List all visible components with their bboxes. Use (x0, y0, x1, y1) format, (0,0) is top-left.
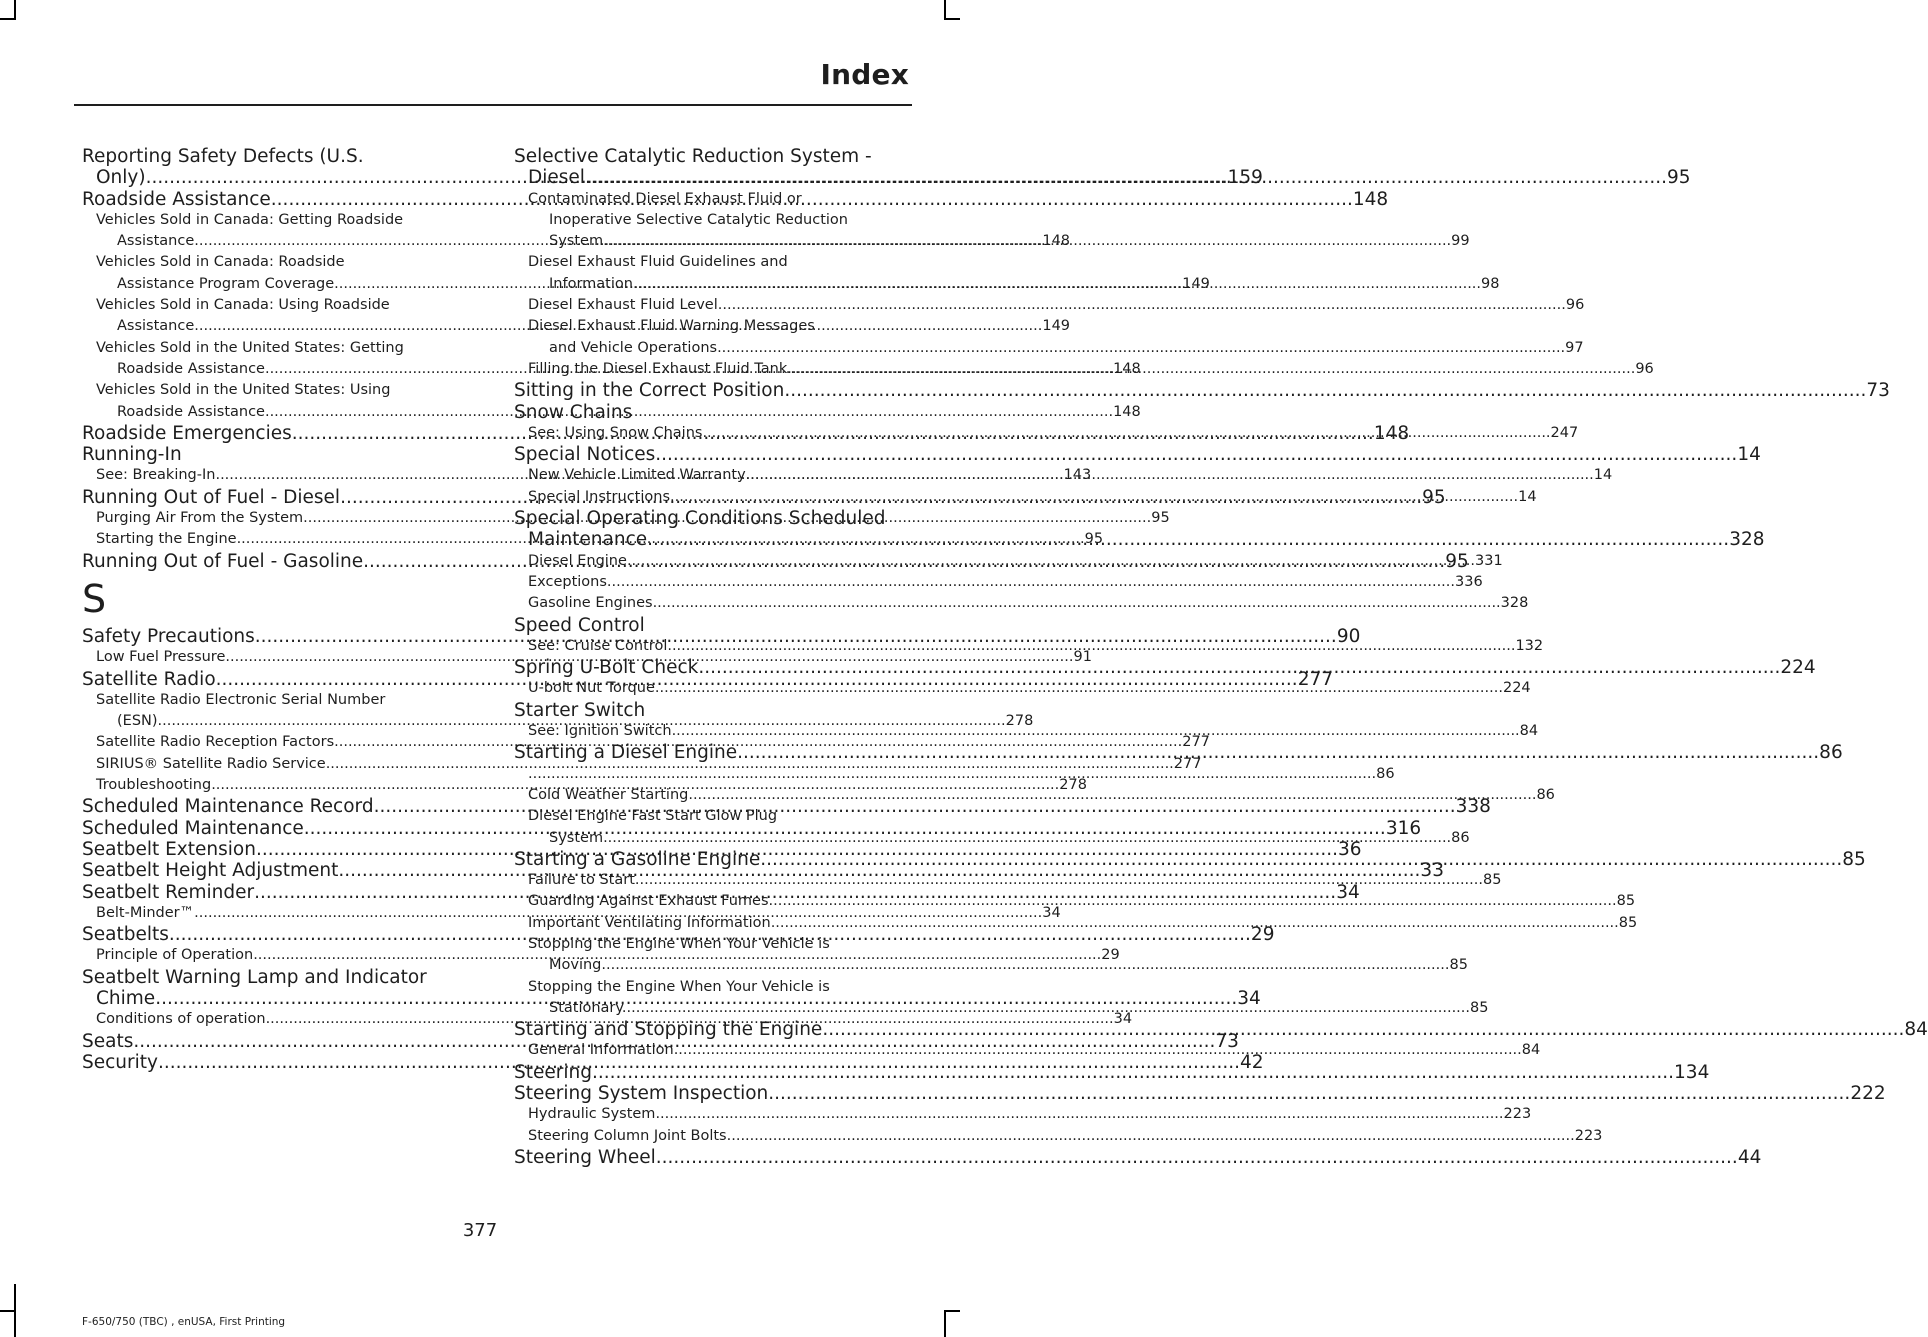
crop-mark (0, 1310, 14, 1312)
entry-page-number[interactable]: 29 (1101, 947, 1120, 964)
entry-text: Seats (82, 1030, 134, 1052)
entry-page-number[interactable]: 34 (1042, 904, 1061, 921)
entry-text: Speed Control (514, 614, 645, 636)
dot-leader (674, 1040, 1522, 1061)
entry-text: Inoperative Selective Catalytic Reduction (549, 211, 848, 228)
entry-page-number[interactable]: 86 (1451, 829, 1470, 846)
dot-leader (622, 1000, 1470, 1016)
entry-page-number[interactable]: 34 (1336, 881, 1360, 903)
entry-page-number[interactable]: 85 (1618, 914, 1638, 931)
entry-text: Starting a Diesel Engine (514, 742, 738, 764)
dot-leader (647, 529, 1729, 550)
entry-text: Scheduled Maintenance (82, 817, 304, 839)
entry-page-number[interactable]: 159 (1227, 167, 1263, 189)
index-subentry[interactable] (514, 1126, 1603, 1147)
entry-page-number[interactable]: 143 (1063, 467, 1092, 484)
entry-page-number[interactable]: 14 (1737, 444, 1761, 466)
entry-page-number[interactable]: 97 (1565, 339, 1584, 356)
dot-leader (627, 551, 1475, 572)
entry-text: Assistance Program Coverage (117, 275, 335, 292)
entry-text: See: Breaking-In (96, 467, 216, 484)
entry-page-number[interactable]: 86 (1376, 765, 1395, 782)
entry-text: Belt-Minder™ (96, 904, 195, 921)
entry-text: Guarding Against Exhaust Fumes (528, 893, 769, 910)
dot-leader (737, 742, 1819, 763)
entry-text: Conditions of operation (96, 1011, 266, 1028)
index-subentry[interactable] (514, 913, 1638, 934)
entry-page-number[interactable]: 338 (1455, 796, 1491, 818)
entry-text: Selective Catalytic Reduction System - (514, 146, 872, 167)
entry-text: Satellite Radio Reception Factors (96, 734, 335, 751)
entry-text: System (549, 233, 604, 250)
dot-leader (746, 465, 1594, 486)
entry-text: Maintenance (528, 529, 648, 551)
entry-text: Steering System Inspection (514, 1083, 769, 1105)
dot-leader (653, 593, 1501, 614)
dot-leader (656, 1147, 1738, 1168)
entry-page-number[interactable]: 278 (1005, 713, 1034, 730)
entry-text: Snow Chains (514, 401, 633, 423)
entry-text: Stopping the Engine When Your Vehicle is (528, 978, 830, 995)
entry-page-number[interactable]: 328 (1500, 595, 1529, 612)
entry-text: Satellite Radio Electronic Serial Number (96, 691, 386, 708)
entry-text: Roadside Assistance (117, 403, 265, 420)
entry-text: Low Fuel Pressure (96, 649, 226, 666)
dot-leader (769, 891, 1617, 912)
entry-text: Diesel Exhaust Fluid Level (528, 297, 718, 314)
entry-text: Stationary (549, 999, 622, 1016)
entry-page-number[interactable]: 73 (1215, 1030, 1239, 1052)
entry-text: Troubleshooting (96, 777, 212, 794)
entry-page-number[interactable]: 86 (1536, 786, 1555, 803)
index-entry[interactable] (514, 444, 1761, 466)
entry-text: Spring U-Bolt Check (514, 657, 699, 679)
dot-leader (698, 657, 1780, 678)
index-entry[interactable] (514, 700, 906, 721)
entry-page-number[interactable]: 148 (1113, 403, 1141, 420)
entry-text: Running Out of Fuel - Diesel (82, 486, 341, 508)
entry-page-number[interactable]: 247 (1550, 424, 1579, 441)
entry-text: Assistance (117, 318, 195, 335)
dot-leader (633, 276, 1481, 292)
entry-page-number[interactable]: 134 (1674, 1061, 1710, 1083)
dot-leader (760, 849, 1842, 870)
entry-page-number[interactable]: 36 (1337, 838, 1362, 860)
entry-text: Failure to Start (528, 872, 635, 889)
entry-page-number[interactable]: 95 (1151, 510, 1170, 527)
entry-page-number[interactable]: 85 (1449, 957, 1468, 974)
entry-text: Safety Precautions (82, 625, 255, 647)
entry-page-number[interactable]: 224 (1780, 657, 1816, 679)
entry-text: Moving (549, 957, 602, 974)
entry-text: Vehicles Sold in the United States: Getting (96, 339, 404, 356)
entry-text: Vehicles Sold in Canada: Getting Roadside (96, 211, 404, 228)
entry-text: Starting a Gasoline Engine (514, 848, 761, 870)
entry-text: Special Notices (514, 444, 656, 466)
entry-page-number[interactable]: 95 (1422, 486, 1446, 508)
index-subentry[interactable] (514, 764, 1395, 785)
entry-text: Seatbelt Height Adjustment (82, 860, 339, 882)
entry-page-number[interactable]: 90 (1336, 625, 1361, 647)
entry-text: Diesel Exhaust Fluid Guidelines and (528, 254, 788, 271)
entry-text: Starter Switch (514, 699, 646, 721)
entry-text: Vehicles Sold in Canada: Roadside (96, 254, 345, 271)
index-entry[interactable] (514, 380, 1890, 402)
footer-text: F-650/750 (TBC) , enUSA, First Printing (82, 1316, 286, 1328)
dot-leader (655, 1104, 1503, 1125)
crop-mark (944, 0, 946, 20)
dot-leader (585, 167, 1667, 188)
entry-page-number[interactable]: 73 (1866, 380, 1890, 402)
entry-page-number[interactable]: 84 (1519, 723, 1539, 740)
index-entry[interactable] (514, 1146, 1762, 1168)
entry-text: Sitting in the Correct Position (514, 380, 785, 402)
entry-text: Starting the Engine (96, 531, 237, 548)
dot-leader (603, 830, 1451, 846)
entry-page-number[interactable]: 99 (1451, 233, 1470, 250)
entry-page-number[interactable]: 84 (1521, 1042, 1541, 1059)
entry-page-number[interactable]: 223 (1503, 1106, 1532, 1123)
entry-text: General Information (528, 1042, 674, 1059)
dot-leader (667, 636, 1515, 657)
entry-text: Vehicles Sold in the United States: Using (96, 382, 391, 399)
entry-text: Security (82, 1051, 158, 1073)
crop-mark (946, 1310, 960, 1312)
dot-leader (672, 721, 1520, 742)
entry-page-number[interactable]: 95 (1666, 167, 1691, 189)
entry-text: Principle of Operation (96, 947, 254, 964)
entry-page-number[interactable]: 149 (1182, 275, 1210, 292)
entry-page-number[interactable]: 14 (1518, 488, 1537, 505)
entry-text: Special Operating Conditions Scheduled (514, 508, 886, 530)
entry-text: Chime (96, 987, 156, 1009)
entry-page-number[interactable]: 95 (1445, 550, 1469, 572)
entry-text: Running Out of Fuel - Gasoline (82, 550, 364, 572)
entry-text: Steering Wheel (514, 1146, 656, 1168)
crop-mark (14, 0, 16, 20)
entry-text: Roadside Assistance (117, 360, 265, 377)
entry-page-number[interactable]: 98 (1481, 275, 1500, 292)
entry-page-number[interactable]: 86 (1819, 742, 1843, 764)
entry-page-number[interactable]: 96 (1565, 297, 1585, 314)
entry-text: Assistance (117, 233, 195, 250)
entry-text: New Vehicle Limited Warranty (528, 467, 746, 484)
index-entry[interactable] (82, 444, 473, 465)
entry-text: Reporting Safety Defects (U.S. (82, 146, 364, 167)
header-divider (74, 104, 912, 106)
dot-leader (822, 1019, 1904, 1040)
entry-page-number[interactable]: 277 (1173, 755, 1202, 772)
entry-page-number[interactable]: 148 (1352, 188, 1389, 210)
entry-text: Stopping the Engine When Your Vehicle is (528, 935, 830, 952)
page-title: Index (820, 58, 909, 91)
dot-leader (727, 1126, 1575, 1147)
entry-text: Diesel (528, 167, 585, 189)
entry-text: See: Using Snow Chains (528, 424, 703, 441)
entry-text: and Vehicle Operations (549, 339, 718, 356)
entry-text: Steering Column Joint Bolts (528, 1127, 727, 1144)
index-subentry[interactable] (514, 1104, 1532, 1125)
index-subentry[interactable] (514, 295, 1585, 316)
entry-text: System (549, 829, 604, 846)
entry-page-number[interactable]: 44 (1737, 1146, 1762, 1168)
section-letter: S (82, 576, 107, 621)
dot-leader (655, 678, 1503, 699)
dot-leader (702, 423, 1550, 444)
entry-page-number[interactable]: 85 (1470, 999, 1489, 1016)
dot-leader (688, 785, 1536, 806)
entry-page-number[interactable]: 85 (1616, 893, 1636, 910)
entry-text: Special Instructions (528, 488, 671, 505)
crop-mark (14, 1284, 16, 1337)
entry-text: Contaminated Diesel Exhaust Fluid or (528, 190, 802, 207)
entry-text: Diesel Engine (528, 552, 627, 569)
index-entry[interactable] (514, 1083, 1886, 1105)
entry-text: Only) (96, 167, 146, 189)
crop-mark (944, 1310, 946, 1337)
index-subentry[interactable] (82, 754, 1202, 775)
dot-leader (784, 380, 1866, 401)
entry-page-number[interactable]: 132 (1515, 637, 1544, 654)
dot-leader (768, 1083, 1850, 1104)
crop-mark (0, 18, 14, 20)
entry-page-number[interactable]: 96 (1635, 360, 1654, 377)
entry-text: Satellite Radio (82, 668, 216, 690)
index-entry[interactable] (514, 615, 906, 636)
entry-page-number[interactable]: 14 (1593, 467, 1613, 484)
entry-page-number[interactable]: 149 (1042, 318, 1071, 335)
entry-text: Vehicles Sold in Canada: Using Roadside (96, 297, 390, 314)
entry-text: Scheduled Maintenance Record (82, 796, 374, 818)
entry-text: See: Cruise Control (528, 637, 668, 654)
entry-text: Seatbelt Extension (82, 838, 256, 860)
dot-leader (603, 233, 1451, 249)
entry-page-number[interactable]: 278 (1059, 777, 1087, 794)
entry-text: Purging Air From the System (96, 510, 304, 527)
dot-leader (787, 359, 1635, 380)
entry-page-number[interactable]: 148 (1113, 360, 1141, 377)
entry-page-number[interactable]: 277 (1182, 734, 1210, 751)
dot-leader (601, 957, 1449, 973)
entry-text: Running-In (82, 444, 182, 466)
entry-page-number[interactable]: 85 (1842, 848, 1866, 870)
entry-text: Important Ventilating Information (528, 914, 771, 931)
dot-leader (655, 444, 1737, 465)
entry-page-number[interactable]: 222 (1850, 1083, 1886, 1105)
entry-page-number[interactable]: 277 (1297, 668, 1333, 690)
dot-leader (670, 487, 1518, 508)
entry-page-number[interactable]: 148 (1373, 422, 1410, 444)
entry-page-number[interactable]: 331 (1475, 552, 1503, 569)
page-number: 377 (462, 1220, 498, 1241)
entry-page-number[interactable]: 85 (1483, 872, 1502, 889)
entry-page-number[interactable]: 328 (1729, 529, 1765, 551)
index-subentry[interactable] (514, 593, 1529, 614)
entry-page-number[interactable]: 84 (1904, 1019, 1928, 1041)
entry-text: Diesel Engine Fast Start Glow Plug (528, 808, 778, 825)
entry-page-number[interactable]: 95 (1084, 531, 1104, 548)
entry-page-number[interactable]: 148 (1042, 233, 1071, 250)
entry-page-number[interactable]: 91 (1073, 649, 1092, 666)
entry-text: (ESN) (117, 713, 158, 730)
entry-page-number[interactable]: 42 (1240, 1051, 1264, 1073)
entry-text: Seatbelts (82, 924, 169, 946)
entry-text: Roadside Emergencies (82, 422, 292, 444)
entry-text: Starting and Stopping the Engine (514, 1019, 823, 1041)
entry-text: U-bolt Nut Torque (528, 680, 655, 697)
entry-text: Exceptions (528, 573, 607, 590)
crop-mark (946, 18, 960, 20)
entry-text: Roadside Assistance (82, 188, 271, 210)
entry-text: Information (549, 275, 633, 292)
entry-text: Gasoline Engines (528, 595, 653, 612)
dot-leader (771, 913, 1619, 934)
dot-leader (717, 340, 1565, 356)
entry-page-number[interactable]: 336 (1455, 573, 1483, 590)
entry-page-number[interactable]: 34 (1113, 1011, 1133, 1028)
entry-page-number[interactable]: 316 (1385, 817, 1422, 839)
entry-page-number[interactable]: 29 (1250, 924, 1275, 946)
entry-text: Diesel Exhaust Fluid Warning Messages (528, 318, 815, 335)
entry-page-number[interactable]: 223 (1574, 1127, 1603, 1144)
entry-page-number[interactable]: 33 (1420, 860, 1444, 882)
dot-leader (528, 764, 1376, 785)
entry-text: Seatbelt Reminder (82, 881, 255, 903)
entry-text: Filling the Diesel Exhaust Fluid Tank (528, 360, 788, 377)
entry-text: Hydraulic System (528, 1106, 656, 1123)
entry-text: See: Ignition Switch (528, 723, 672, 740)
dot-leader (718, 295, 1566, 316)
entry-page-number[interactable]: 34 (1237, 987, 1261, 1009)
entry-text: Cold Weather Starting (528, 786, 689, 803)
index-entry[interactable] (514, 402, 906, 423)
entry-text: Seatbelt Warning Lamp and Indicator (82, 966, 427, 988)
dot-leader (607, 572, 1455, 593)
entry-text: SIRIUS® Satellite Radio Service (96, 755, 326, 772)
entry-page-number[interactable]: 224 (1502, 680, 1531, 697)
dot-leader (592, 1062, 1674, 1083)
index-subentry[interactable] (514, 572, 1483, 593)
entry-text: Steering (514, 1061, 592, 1083)
dot-leader (635, 870, 1483, 891)
